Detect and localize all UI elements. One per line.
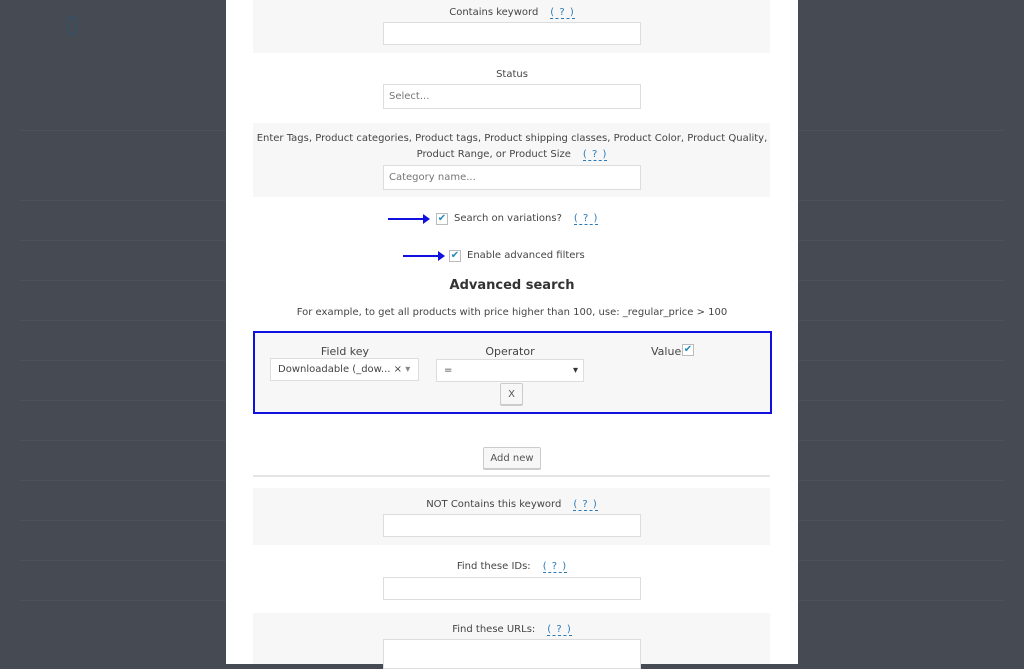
taxonomy-label-line2: Product Range, or Product Size — [416, 149, 571, 160]
advanced-search-title: Advanced search — [449, 278, 575, 293]
value-checkbox[interactable]: ✔ — [683, 344, 693, 355]
arrow-annotation — [388, 218, 428, 220]
chevron-down-icon: ▾ — [572, 365, 578, 376]
operator-select[interactable] — [436, 359, 584, 382]
taxonomy-label-line1: Enter Tags, Product categories, Product tags, Product shipping classes, Product Color, Product Quality, — [256, 133, 768, 144]
find-urls-input[interactable] — [383, 639, 641, 669]
operator-label: Operator — [485, 345, 535, 358]
category-input[interactable] — [383, 165, 641, 190]
add-new-button[interactable]: Add new — [483, 447, 541, 469]
not-contains-input[interactable] — [383, 514, 641, 537]
help-link[interactable]: ( ? ) — [573, 499, 598, 510]
contains-keyword-input[interactable] — [383, 22, 641, 45]
contains-keyword-label: Contains keyword — [449, 7, 539, 18]
search-variations-label: Search on variations? — [454, 213, 562, 224]
find-urls-label: Find these URLs: — [452, 624, 536, 635]
search-modal — [226, 0, 798, 664]
help-link[interactable]: ( ? ) — [573, 213, 599, 224]
advanced-filter-row — [253, 331, 772, 414]
help-link[interactable]: ( ? ) — [542, 561, 568, 572]
advanced-example: For example, to get all products with price higher than 100, use: _regular_price > 100 — [296, 307, 728, 318]
help-link[interactable]: ( ? ) — [582, 149, 608, 160]
enable-advanced-checkbox[interactable]: ✔ — [450, 250, 460, 261]
remove-filter-button[interactable]: X — [500, 383, 523, 405]
help-link[interactable]: ( ? ) — [547, 624, 572, 635]
chevron-down-icon: ▾ — [405, 364, 411, 375]
not-contains-label: NOT Contains this keyword — [426, 499, 562, 510]
value-label: Value — [651, 345, 682, 358]
field-key-value: Downloadable (_dow... — [278, 364, 391, 375]
clear-icon[interactable]: × — [393, 364, 403, 375]
field-key-label: Field key — [320, 345, 370, 358]
status-label: Status — [496, 69, 528, 80]
find-ids-input[interactable] — [383, 577, 641, 600]
find-ids-label: Find these IDs: — [456, 561, 531, 572]
operator-value: = — [444, 365, 453, 376]
field-key-select[interactable] — [270, 358, 419, 381]
logo: ▯ — [65, 11, 79, 38]
search-variations-checkbox[interactable]: ✔ — [437, 213, 447, 224]
help-link[interactable]: ( ? ) — [550, 7, 575, 18]
enable-advanced-label: Enable advanced filters — [467, 250, 585, 261]
status-select[interactable] — [383, 84, 641, 109]
arrow-annotation — [403, 255, 443, 257]
divider — [253, 475, 770, 477]
